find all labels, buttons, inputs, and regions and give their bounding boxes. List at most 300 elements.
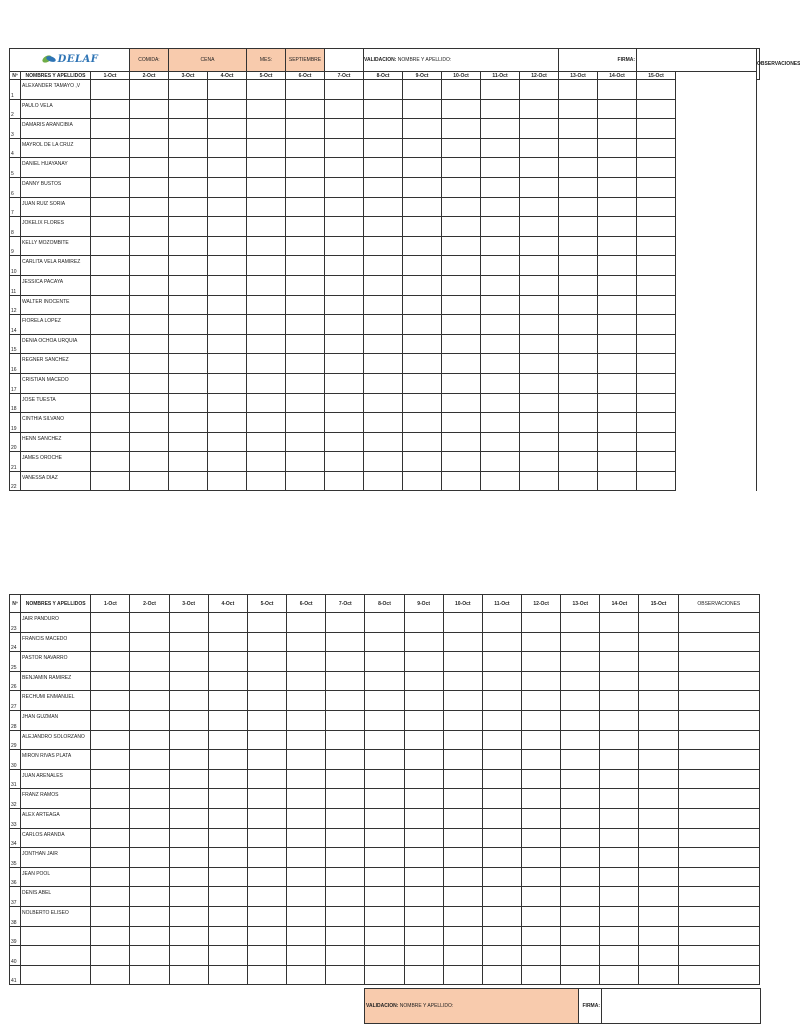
attendance-cell[interactable] xyxy=(404,828,443,848)
attendance-cell[interactable] xyxy=(404,750,443,770)
attendance-cell[interactable] xyxy=(522,613,561,633)
attendance-cell[interactable] xyxy=(208,158,247,178)
attendance-cell[interactable] xyxy=(443,691,482,711)
attendance-cell[interactable] xyxy=(169,808,208,828)
attendance-cell[interactable] xyxy=(91,177,130,197)
attendance-cell[interactable] xyxy=(520,334,559,354)
attendance-cell[interactable] xyxy=(561,965,600,985)
attendance-cell[interactable] xyxy=(169,217,208,237)
attendance-cell[interactable] xyxy=(286,197,325,217)
observaciones-cell[interactable] xyxy=(676,295,757,315)
attendance-cell[interactable] xyxy=(208,452,247,472)
attendance-cell[interactable] xyxy=(481,177,520,197)
attendance-cell[interactable] xyxy=(247,946,286,966)
attendance-cell[interactable] xyxy=(598,99,637,119)
attendance-cell[interactable] xyxy=(169,730,208,750)
attendance-cell[interactable] xyxy=(208,295,247,315)
observaciones-cell[interactable] xyxy=(676,393,757,413)
attendance-cell[interactable] xyxy=(208,887,247,907)
attendance-cell[interactable] xyxy=(169,413,208,433)
attendance-cell[interactable] xyxy=(365,710,404,730)
attendance-cell[interactable] xyxy=(639,652,678,672)
attendance-cell[interactable] xyxy=(130,887,169,907)
attendance-cell[interactable] xyxy=(364,413,403,433)
attendance-cell[interactable] xyxy=(130,158,169,178)
attendance-cell[interactable] xyxy=(442,354,481,374)
attendance-cell[interactable] xyxy=(130,691,169,711)
attendance-cell[interactable] xyxy=(169,789,208,809)
attendance-cell[interactable] xyxy=(130,471,169,491)
attendance-cell[interactable] xyxy=(639,613,678,633)
attendance-cell[interactable] xyxy=(91,808,130,828)
attendance-cell[interactable] xyxy=(442,197,481,217)
attendance-cell[interactable] xyxy=(522,691,561,711)
attendance-cell[interactable] xyxy=(639,710,678,730)
attendance-cell[interactable] xyxy=(287,613,326,633)
attendance-cell[interactable] xyxy=(598,158,637,178)
attendance-cell[interactable] xyxy=(561,848,600,868)
observaciones-cell[interactable] xyxy=(678,946,759,966)
observaciones-cell[interactable] xyxy=(678,671,759,691)
attendance-cell[interactable] xyxy=(286,217,325,237)
attendance-cell[interactable] xyxy=(130,671,169,691)
attendance-cell[interactable] xyxy=(600,789,639,809)
attendance-cell[interactable] xyxy=(403,80,442,100)
attendance-cell[interactable] xyxy=(326,906,365,926)
attendance-cell[interactable] xyxy=(91,354,130,374)
attendance-cell[interactable] xyxy=(442,452,481,472)
attendance-cell[interactable] xyxy=(326,867,365,887)
attendance-cell[interactable] xyxy=(364,99,403,119)
attendance-cell[interactable] xyxy=(286,334,325,354)
attendance-cell[interactable] xyxy=(443,965,482,985)
attendance-cell[interactable] xyxy=(637,138,676,158)
attendance-cell[interactable] xyxy=(247,138,286,158)
attendance-cell[interactable] xyxy=(130,197,169,217)
observaciones-cell[interactable] xyxy=(676,373,757,393)
attendance-cell[interactable] xyxy=(247,373,286,393)
attendance-cell[interactable] xyxy=(169,710,208,730)
attendance-cell[interactable] xyxy=(403,354,442,374)
observaciones-cell[interactable] xyxy=(676,452,757,472)
attendance-cell[interactable] xyxy=(130,119,169,139)
attendance-cell[interactable] xyxy=(208,946,247,966)
attendance-cell[interactable] xyxy=(559,315,598,335)
attendance-cell[interactable] xyxy=(247,887,286,907)
attendance-cell[interactable] xyxy=(559,471,598,491)
attendance-cell[interactable] xyxy=(442,413,481,433)
attendance-cell[interactable] xyxy=(403,99,442,119)
attendance-cell[interactable] xyxy=(520,471,559,491)
attendance-cell[interactable] xyxy=(364,236,403,256)
attendance-cell[interactable] xyxy=(481,275,520,295)
observaciones-cell[interactable] xyxy=(678,848,759,868)
attendance-cell[interactable] xyxy=(481,138,520,158)
attendance-cell[interactable] xyxy=(91,138,130,158)
attendance-cell[interactable] xyxy=(403,158,442,178)
attendance-cell[interactable] xyxy=(286,158,325,178)
attendance-cell[interactable] xyxy=(639,926,678,946)
attendance-cell[interactable] xyxy=(364,315,403,335)
attendance-cell[interactable] xyxy=(169,80,208,100)
attendance-cell[interactable] xyxy=(130,393,169,413)
attendance-cell[interactable] xyxy=(286,177,325,197)
attendance-cell[interactable] xyxy=(91,906,130,926)
attendance-cell[interactable] xyxy=(561,652,600,672)
attendance-cell[interactable] xyxy=(287,789,326,809)
attendance-cell[interactable] xyxy=(442,315,481,335)
attendance-cell[interactable] xyxy=(325,315,364,335)
attendance-cell[interactable] xyxy=(247,295,286,315)
attendance-cell[interactable] xyxy=(247,158,286,178)
attendance-cell[interactable] xyxy=(442,256,481,276)
attendance-cell[interactable] xyxy=(404,730,443,750)
attendance-cell[interactable] xyxy=(639,887,678,907)
attendance-cell[interactable] xyxy=(442,80,481,100)
attendance-cell[interactable] xyxy=(169,769,208,789)
attendance-cell[interactable] xyxy=(442,373,481,393)
attendance-cell[interactable] xyxy=(442,236,481,256)
attendance-cell[interactable] xyxy=(287,828,326,848)
attendance-cell[interactable] xyxy=(559,373,598,393)
attendance-cell[interactable] xyxy=(403,413,442,433)
attendance-cell[interactable] xyxy=(481,373,520,393)
attendance-cell[interactable] xyxy=(637,373,676,393)
attendance-cell[interactable] xyxy=(91,613,130,633)
attendance-cell[interactable] xyxy=(364,158,403,178)
attendance-cell[interactable] xyxy=(208,691,247,711)
attendance-cell[interactable] xyxy=(208,828,247,848)
attendance-cell[interactable] xyxy=(637,217,676,237)
attendance-cell[interactable] xyxy=(169,236,208,256)
attendance-cell[interactable] xyxy=(130,632,169,652)
observaciones-cell[interactable] xyxy=(678,965,759,985)
attendance-cell[interactable] xyxy=(169,373,208,393)
observaciones-cell[interactable] xyxy=(678,750,759,770)
attendance-cell[interactable] xyxy=(404,652,443,672)
attendance-cell[interactable] xyxy=(520,236,559,256)
attendance-cell[interactable] xyxy=(208,769,247,789)
attendance-cell[interactable] xyxy=(130,789,169,809)
attendance-cell[interactable] xyxy=(364,354,403,374)
attendance-cell[interactable] xyxy=(639,867,678,887)
attendance-cell[interactable] xyxy=(91,393,130,413)
attendance-cell[interactable] xyxy=(91,334,130,354)
attendance-cell[interactable] xyxy=(325,452,364,472)
attendance-cell[interactable] xyxy=(637,393,676,413)
attendance-cell[interactable] xyxy=(637,471,676,491)
attendance-cell[interactable] xyxy=(559,158,598,178)
attendance-cell[interactable] xyxy=(247,965,286,985)
attendance-cell[interactable] xyxy=(559,334,598,354)
attendance-cell[interactable] xyxy=(286,471,325,491)
attendance-cell[interactable] xyxy=(639,769,678,789)
attendance-cell[interactable] xyxy=(520,373,559,393)
attendance-cell[interactable] xyxy=(247,197,286,217)
attendance-cell[interactable] xyxy=(91,256,130,276)
attendance-cell[interactable] xyxy=(91,197,130,217)
attendance-cell[interactable] xyxy=(287,867,326,887)
attendance-cell[interactable] xyxy=(404,789,443,809)
attendance-cell[interactable] xyxy=(600,613,639,633)
attendance-cell[interactable] xyxy=(247,217,286,237)
attendance-cell[interactable] xyxy=(598,275,637,295)
attendance-cell[interactable] xyxy=(130,828,169,848)
attendance-cell[interactable] xyxy=(247,906,286,926)
attendance-cell[interactable] xyxy=(559,177,598,197)
attendance-cell[interactable] xyxy=(482,828,521,848)
attendance-cell[interactable] xyxy=(365,867,404,887)
attendance-cell[interactable] xyxy=(247,691,286,711)
attendance-cell[interactable] xyxy=(287,769,326,789)
attendance-cell[interactable] xyxy=(443,946,482,966)
attendance-cell[interactable] xyxy=(481,80,520,100)
attendance-cell[interactable] xyxy=(208,413,247,433)
attendance-cell[interactable] xyxy=(247,275,286,295)
attendance-cell[interactable] xyxy=(559,432,598,452)
attendance-cell[interactable] xyxy=(325,393,364,413)
attendance-cell[interactable] xyxy=(637,99,676,119)
attendance-cell[interactable] xyxy=(364,393,403,413)
attendance-cell[interactable] xyxy=(247,808,286,828)
attendance-cell[interactable] xyxy=(325,177,364,197)
attendance-cell[interactable] xyxy=(208,119,247,139)
attendance-cell[interactable] xyxy=(561,691,600,711)
observaciones-cell[interactable] xyxy=(678,632,759,652)
attendance-cell[interactable] xyxy=(443,808,482,828)
attendance-cell[interactable] xyxy=(365,926,404,946)
attendance-cell[interactable] xyxy=(364,177,403,197)
attendance-cell[interactable] xyxy=(561,789,600,809)
attendance-cell[interactable] xyxy=(520,217,559,237)
attendance-cell[interactable] xyxy=(130,315,169,335)
attendance-cell[interactable] xyxy=(326,848,365,868)
attendance-cell[interactable] xyxy=(169,275,208,295)
attendance-cell[interactable] xyxy=(326,613,365,633)
observaciones-cell[interactable] xyxy=(678,828,759,848)
attendance-cell[interactable] xyxy=(482,946,521,966)
attendance-cell[interactable] xyxy=(482,867,521,887)
attendance-cell[interactable] xyxy=(561,632,600,652)
attendance-cell[interactable] xyxy=(247,828,286,848)
attendance-cell[interactable] xyxy=(482,613,521,633)
attendance-cell[interactable] xyxy=(637,452,676,472)
attendance-cell[interactable] xyxy=(91,99,130,119)
attendance-cell[interactable] xyxy=(520,432,559,452)
attendance-cell[interactable] xyxy=(598,413,637,433)
attendance-cell[interactable] xyxy=(598,295,637,315)
attendance-cell[interactable] xyxy=(639,808,678,828)
observaciones-cell[interactable] xyxy=(676,471,757,491)
attendance-cell[interactable] xyxy=(247,256,286,276)
attendance-cell[interactable] xyxy=(287,691,326,711)
attendance-cell[interactable] xyxy=(522,808,561,828)
attendance-cell[interactable] xyxy=(600,730,639,750)
attendance-cell[interactable] xyxy=(442,432,481,452)
attendance-cell[interactable] xyxy=(364,452,403,472)
attendance-cell[interactable] xyxy=(598,119,637,139)
attendance-cell[interactable] xyxy=(130,275,169,295)
footer-firma-field[interactable] xyxy=(602,989,761,1024)
attendance-cell[interactable] xyxy=(403,119,442,139)
attendance-cell[interactable] xyxy=(286,413,325,433)
attendance-cell[interactable] xyxy=(481,256,520,276)
attendance-cell[interactable] xyxy=(169,393,208,413)
attendance-cell[interactable] xyxy=(481,236,520,256)
attendance-cell[interactable] xyxy=(481,354,520,374)
attendance-cell[interactable] xyxy=(326,750,365,770)
attendance-cell[interactable] xyxy=(481,119,520,139)
attendance-cell[interactable] xyxy=(169,671,208,691)
attendance-cell[interactable] xyxy=(130,965,169,985)
attendance-cell[interactable] xyxy=(130,652,169,672)
attendance-cell[interactable] xyxy=(598,452,637,472)
attendance-cell[interactable] xyxy=(522,965,561,985)
attendance-cell[interactable] xyxy=(559,354,598,374)
attendance-cell[interactable] xyxy=(364,334,403,354)
attendance-cell[interactable] xyxy=(600,652,639,672)
attendance-cell[interactable] xyxy=(169,295,208,315)
attendance-cell[interactable] xyxy=(325,275,364,295)
attendance-cell[interactable] xyxy=(520,393,559,413)
attendance-cell[interactable] xyxy=(598,354,637,374)
attendance-cell[interactable] xyxy=(559,80,598,100)
attendance-cell[interactable] xyxy=(443,632,482,652)
attendance-cell[interactable] xyxy=(130,373,169,393)
observaciones-cell[interactable] xyxy=(676,315,757,335)
attendance-cell[interactable] xyxy=(91,452,130,472)
attendance-cell[interactable] xyxy=(286,80,325,100)
attendance-cell[interactable] xyxy=(208,236,247,256)
attendance-cell[interactable] xyxy=(561,887,600,907)
attendance-cell[interactable] xyxy=(639,906,678,926)
attendance-cell[interactable] xyxy=(482,965,521,985)
attendance-cell[interactable] xyxy=(169,177,208,197)
attendance-cell[interactable] xyxy=(247,769,286,789)
attendance-cell[interactable] xyxy=(404,808,443,828)
observaciones-cell[interactable] xyxy=(676,158,757,178)
attendance-cell[interactable] xyxy=(403,432,442,452)
attendance-cell[interactable] xyxy=(600,867,639,887)
attendance-cell[interactable] xyxy=(443,769,482,789)
attendance-cell[interactable] xyxy=(326,808,365,828)
attendance-cell[interactable] xyxy=(443,887,482,907)
attendance-cell[interactable] xyxy=(520,315,559,335)
attendance-cell[interactable] xyxy=(286,138,325,158)
attendance-cell[interactable] xyxy=(520,138,559,158)
attendance-cell[interactable] xyxy=(169,632,208,652)
attendance-cell[interactable] xyxy=(169,828,208,848)
attendance-cell[interactable] xyxy=(522,828,561,848)
attendance-cell[interactable] xyxy=(287,710,326,730)
attendance-cell[interactable] xyxy=(91,926,130,946)
attendance-cell[interactable] xyxy=(326,965,365,985)
attendance-cell[interactable] xyxy=(91,413,130,433)
attendance-cell[interactable] xyxy=(208,217,247,237)
attendance-cell[interactable] xyxy=(600,926,639,946)
attendance-cell[interactable] xyxy=(247,632,286,652)
attendance-cell[interactable] xyxy=(600,691,639,711)
observaciones-cell[interactable] xyxy=(678,789,759,809)
attendance-cell[interactable] xyxy=(130,730,169,750)
attendance-cell[interactable] xyxy=(169,334,208,354)
attendance-cell[interactable] xyxy=(598,373,637,393)
observaciones-cell[interactable] xyxy=(676,177,757,197)
attendance-cell[interactable] xyxy=(600,946,639,966)
observaciones-cell[interactable] xyxy=(676,275,757,295)
attendance-cell[interactable] xyxy=(91,432,130,452)
attendance-cell[interactable] xyxy=(208,730,247,750)
attendance-cell[interactable] xyxy=(482,887,521,907)
attendance-cell[interactable] xyxy=(91,632,130,652)
attendance-cell[interactable] xyxy=(169,750,208,770)
attendance-cell[interactable] xyxy=(482,848,521,868)
attendance-cell[interactable] xyxy=(364,217,403,237)
attendance-cell[interactable] xyxy=(403,197,442,217)
attendance-cell[interactable] xyxy=(91,965,130,985)
attendance-cell[interactable] xyxy=(404,848,443,868)
attendance-cell[interactable] xyxy=(520,158,559,178)
attendance-cell[interactable] xyxy=(600,965,639,985)
attendance-cell[interactable] xyxy=(364,138,403,158)
attendance-cell[interactable] xyxy=(130,354,169,374)
attendance-cell[interactable] xyxy=(598,334,637,354)
attendance-cell[interactable] xyxy=(208,432,247,452)
observaciones-cell[interactable] xyxy=(678,926,759,946)
observaciones-cell[interactable] xyxy=(676,119,757,139)
attendance-cell[interactable] xyxy=(522,848,561,868)
attendance-cell[interactable] xyxy=(403,138,442,158)
attendance-cell[interactable] xyxy=(247,177,286,197)
attendance-cell[interactable] xyxy=(600,906,639,926)
observaciones-cell[interactable] xyxy=(676,432,757,452)
attendance-cell[interactable] xyxy=(561,710,600,730)
attendance-cell[interactable] xyxy=(208,652,247,672)
attendance-cell[interactable] xyxy=(325,432,364,452)
attendance-cell[interactable] xyxy=(247,926,286,946)
attendance-cell[interactable] xyxy=(325,138,364,158)
attendance-cell[interactable] xyxy=(325,295,364,315)
attendance-cell[interactable] xyxy=(403,177,442,197)
attendance-cell[interactable] xyxy=(326,946,365,966)
observaciones-cell[interactable] xyxy=(676,80,757,100)
attendance-cell[interactable] xyxy=(559,452,598,472)
attendance-cell[interactable] xyxy=(443,906,482,926)
attendance-cell[interactable] xyxy=(404,887,443,907)
attendance-cell[interactable] xyxy=(247,119,286,139)
attendance-cell[interactable] xyxy=(169,906,208,926)
attendance-cell[interactable] xyxy=(443,848,482,868)
attendance-cell[interactable] xyxy=(481,99,520,119)
attendance-cell[interactable] xyxy=(443,730,482,750)
attendance-cell[interactable] xyxy=(598,236,637,256)
attendance-cell[interactable] xyxy=(482,808,521,828)
attendance-cell[interactable] xyxy=(287,652,326,672)
attendance-cell[interactable] xyxy=(442,275,481,295)
attendance-cell[interactable] xyxy=(91,671,130,691)
attendance-cell[interactable] xyxy=(365,730,404,750)
attendance-cell[interactable] xyxy=(559,138,598,158)
attendance-cell[interactable] xyxy=(522,710,561,730)
attendance-cell[interactable] xyxy=(561,613,600,633)
observaciones-cell[interactable] xyxy=(678,867,759,887)
attendance-cell[interactable] xyxy=(482,691,521,711)
attendance-cell[interactable] xyxy=(482,926,521,946)
observaciones-cell[interactable] xyxy=(678,691,759,711)
attendance-cell[interactable] xyxy=(404,671,443,691)
attendance-cell[interactable] xyxy=(169,432,208,452)
attendance-cell[interactable] xyxy=(442,217,481,237)
